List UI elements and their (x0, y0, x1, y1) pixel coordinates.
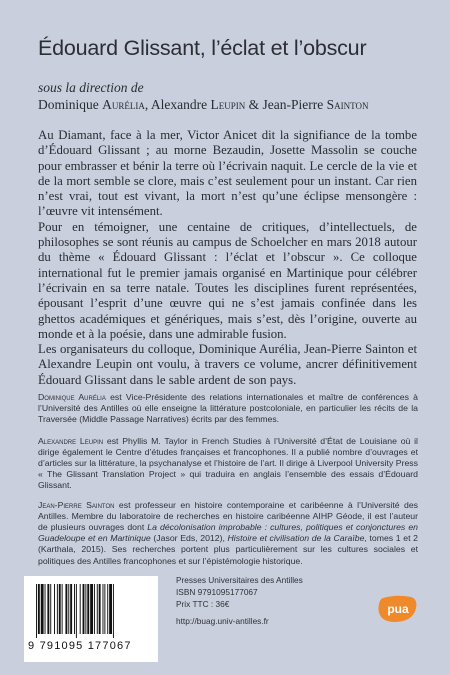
separator: , (144, 97, 151, 112)
editor-last: Sainton (326, 97, 369, 112)
bio-text: est Vice-Présidente des relations internationales et maître de conférences à l’Université des Antilles où elle enseigne la littérature postcoloniale, en particulier les récits de la Traversée (Middle Passage Narratives) écrits par des femmes. (38, 392, 419, 425)
barcode-bar (104, 584, 105, 634)
isbn: ISBN 9791095177067 (176, 587, 258, 598)
bio-text: est Phyllis M. Taylor in French Studies à l’Université d’État de Louisiane où il dirige également le Centre d’études françaises et francophones. Il a publié nombre d’ouvrages et d’articles sur la littérature, la psychanalyse et l’histoire de l’art. Il dirige à Liverpool University Press « The Glissant Translation Project » qui traduira en anglais l’ensemble des essais d’Édouard Glissant. (38, 435, 418, 491)
bio-text: , tomes 1 et 2 (Karthala, 2015). Ses recherches portent plus particulièrement sur les cultures sociales et politiques des Antilles francophones et sur l’épistémologie historique. (38, 533, 418, 566)
barcode-bar (76, 584, 77, 638)
publisher-name: Presses Universitaires des Antilles (176, 575, 303, 585)
editors-names (38, 96, 438, 113)
barcode-digits: 9 791095 177067 (28, 640, 132, 652)
description-paragraph: Au Diamant, face à la mer, Victor Anicet dit la signifiance de la tombe d’Édouard Glissant ; au morne Bezaudin, Josette Massolin se couche pour embrasser et bénir la terre où l’écrivain naquit. Le cercle de la vie et de la mort semble se clore, mais c’est seulement pour un instant. Car rien n’est vrai, tout est vivant, la mort n’est qu’une éclipse mensongère : l’œuvre vit intensément. (38, 128, 417, 219)
editors-block (38, 79, 438, 113)
description (38, 128, 417, 388)
editor-last: Leupin (210, 97, 246, 112)
editor-first: Jean-Pierre (262, 97, 324, 112)
barcode-bar (59, 584, 61, 634)
publisher-info (176, 574, 356, 627)
barcode-bar (80, 584, 81, 634)
barcode-bar (109, 584, 112, 634)
barcode-bar (90, 584, 93, 634)
barcode-bar (68, 584, 69, 634)
editor-first: Alexandre (150, 97, 208, 112)
bio-name: Jean-Pierre Sainton (38, 499, 115, 510)
barcode-bar (94, 584, 95, 634)
bio-text: (Jasor Eds, 2012), (150, 533, 228, 544)
author-bios (38, 392, 418, 577)
barcode (24, 576, 158, 662)
editor-last: Aurélia (102, 97, 145, 112)
barcode-bar (57, 584, 58, 634)
barcode-bar (107, 584, 108, 634)
barcode-bar (103, 584, 104, 634)
logo-shape (377, 594, 419, 624)
barcode-bar (45, 584, 46, 634)
barcode-bar (70, 584, 72, 634)
book-title: Édouard Glissant, l’éclat et l’obscur (38, 36, 367, 60)
barcode-bar (54, 584, 55, 634)
description-paragraph: Pour en témoigner, une centaine de critiques, d’intellectuels, de philosophes se sont réunis au campus de Schoelcher en mars 2018 autour du thème « Édouard Glissant : l’éclat et l’obscur ». Ce colloque international fut le premier jamais organisé en Martinique pour célébrer l’écrivain en sa terre natale. Toutes les disciplines furent représentées, épousant l’esprit d’une œuvre qui ne s’est jamais confinée dans les ghettos académiques et génériques, mais s’est, dès l’origine, ouverte au monde et à la poésie, dans une admirable fusion. (38, 219, 417, 341)
barcode-bar (83, 584, 85, 634)
logo-text: pua (387, 602, 409, 616)
barcode-bar (62, 584, 63, 634)
bio-name: Alexandre Leupin (38, 435, 104, 446)
bio-leupin (38, 436, 418, 492)
barcode-bar (36, 584, 37, 638)
bio-book-title: La décolonisation improbable : cultures, politiques et conjonctures en Guadeloupe et en Martinique (38, 522, 418, 544)
barcode-bar (97, 584, 98, 634)
barcode-bar (65, 584, 67, 634)
barcode-bar (113, 584, 114, 638)
barcode-bar (41, 584, 44, 634)
direction-label: sous la direction de (38, 80, 144, 95)
description-paragraph: Les organisateurs du colloque, Dominique Aurélia, Jean-Pierre Sainton et Alexandre Leupin ont voulu, à travers ce volume, ancrer définitivement Édouard Glissant dans le sable ardent de son pays. (38, 342, 417, 387)
bio-sainton (38, 500, 418, 567)
barcode-bar (99, 584, 101, 634)
bio-book-title: Histoire et civilisation de la Caraïbe (227, 533, 365, 544)
bio-text: est professeur en histoire contemporaine et caribéenne à l’Université des Antilles. Membre du laboratoire de recherches en histoire caribéenne AIHP Géode, il est l’auteur de plusieurs ouvrages dont (38, 499, 418, 533)
barcode-bars (34, 584, 148, 638)
price: Prix TTC : 36€ (176, 599, 230, 610)
publisher-url[interactable]: http://buag.univ-antilles.fr (176, 615, 269, 626)
editor-first: Dominique (38, 97, 99, 112)
barcode-bar (50, 584, 51, 634)
publisher-logo (377, 594, 419, 624)
bio-name: Dominique Aurélia (38, 392, 106, 402)
barcode-bar (47, 584, 49, 634)
barcode-bar (85, 584, 86, 634)
barcode-bar (38, 584, 40, 634)
barcode-bar (74, 584, 75, 634)
bio-aurelia (38, 392, 418, 426)
barcode-bar (87, 584, 89, 634)
separator: & (245, 97, 263, 112)
